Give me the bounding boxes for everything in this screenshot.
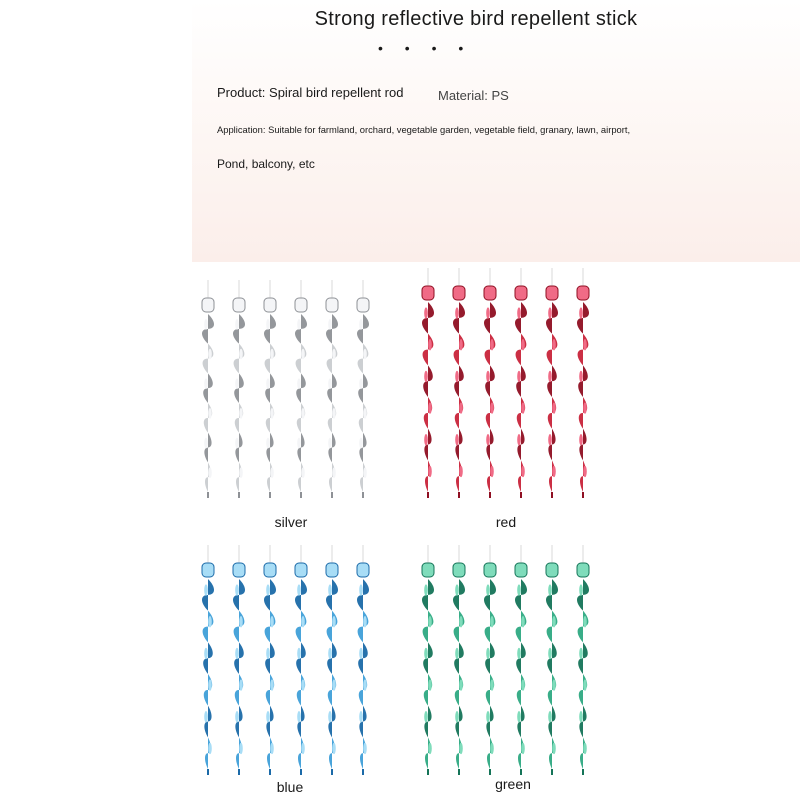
variant-blue <box>190 545 390 777</box>
variant-red <box>410 268 610 500</box>
red-rods-image <box>410 268 610 500</box>
blue-rod <box>202 545 214 775</box>
variant-label-red: red <box>495 514 517 530</box>
variant-label-green: green <box>495 776 531 792</box>
red-rod <box>453 268 465 498</box>
green-rod <box>546 545 558 775</box>
red-rod <box>546 268 558 498</box>
red-rod <box>422 268 434 498</box>
red-rod <box>577 268 589 498</box>
green-rod <box>453 545 465 775</box>
application-text-continued: Pond, balcony, etc <box>217 157 315 171</box>
green-rod <box>484 545 496 775</box>
blue-rod <box>295 545 307 775</box>
variant-label-blue: blue <box>276 779 304 795</box>
silver-rod <box>326 280 338 498</box>
application-text: Application: Suitable for farmland, orchard, vegetable garden, vegetable field, granary, lawn, airport, <box>217 124 631 135</box>
silver-rod <box>357 280 369 498</box>
silver-rods-image <box>190 280 390 500</box>
product-label: Product: Spiral bird repellent rod <box>217 85 404 100</box>
green-rod <box>577 545 589 775</box>
red-rod <box>484 268 496 498</box>
variant-silver <box>190 280 390 500</box>
blue-rod <box>326 545 338 775</box>
silver-rod <box>264 280 276 498</box>
blue-rods-image <box>190 545 390 777</box>
green-rod <box>515 545 527 775</box>
green-rod <box>422 545 434 775</box>
variant-label-silver: silver <box>274 514 308 530</box>
material-label: Material: PS <box>438 88 509 103</box>
silver-rod <box>202 280 214 498</box>
silver-rod <box>233 280 245 498</box>
silver-rod <box>295 280 307 498</box>
blue-rod <box>264 545 276 775</box>
green-rods-image <box>410 545 610 777</box>
blue-rod <box>357 545 369 775</box>
page-title: Strong reflective bird repellent stick <box>314 8 638 30</box>
variant-green <box>410 545 610 777</box>
blue-rod <box>233 545 245 775</box>
red-rod <box>515 268 527 498</box>
decorative-dots: • • • • <box>378 40 473 56</box>
